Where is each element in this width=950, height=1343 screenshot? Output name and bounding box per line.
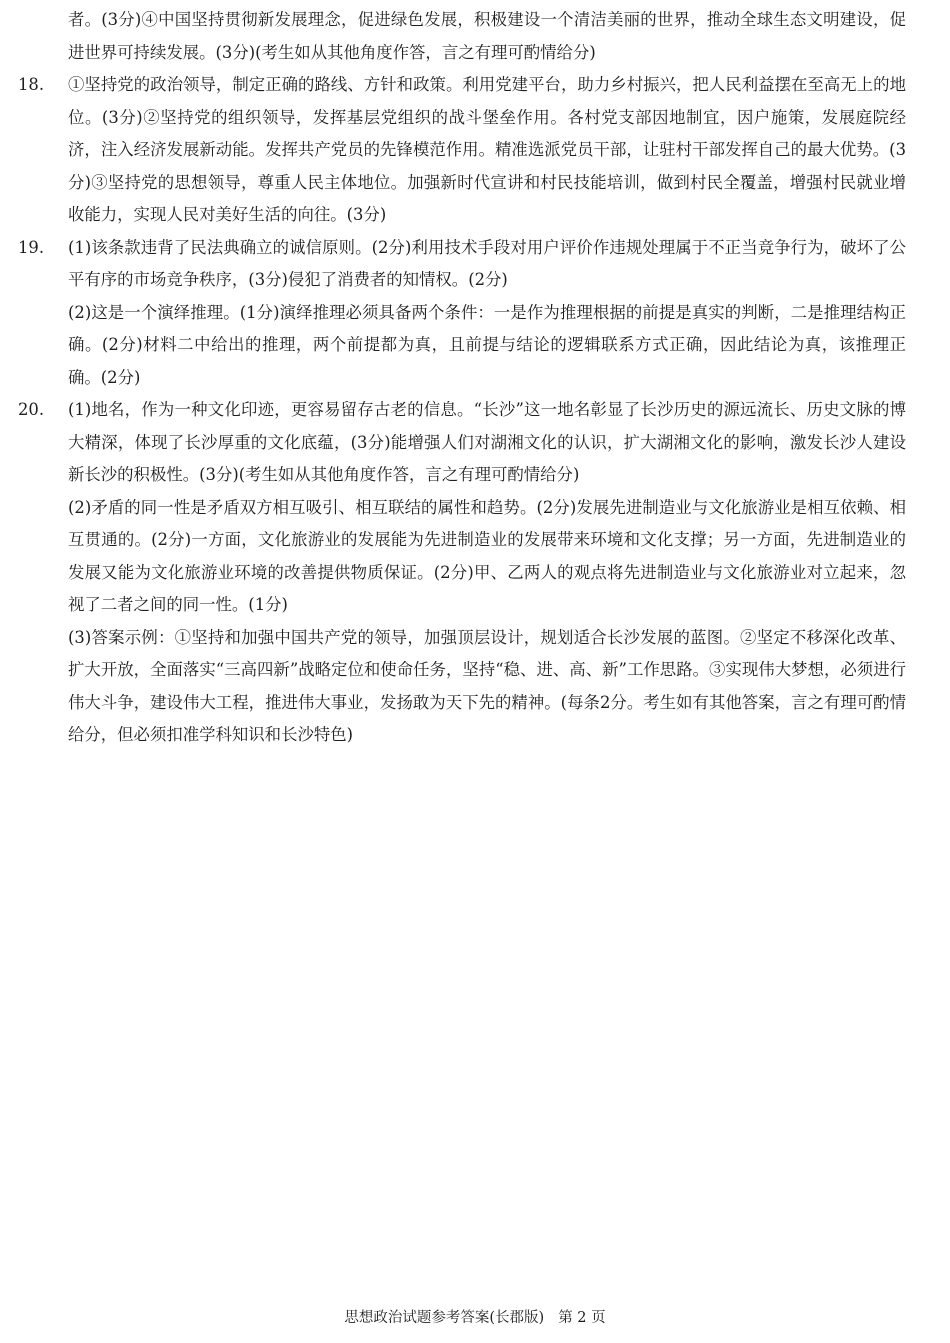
- q20-answer-part1: [18, 394, 906, 492]
- q19-answer-part2: (2)这是一个演绎推理。(1分)演绎推理必须具备两个条件：一是作为推理根据的前提是真实的判断，二是推理结构正确。(2分)材料二中给出的推理，两个前提都为真，且前提与结论的逻辑联系方式正确，因此结论为真，该推理正确。(2分): [68, 302, 906, 387]
- footer-title: 思想政治试题参考答案(长郡版): [344, 1310, 545, 1326]
- q18-text: ①坚持党的政治领导，制定正确的路线、方针和政策。利用党建平台，助力乡村振兴，把人民利益摆在至高无上的地位。(3分)②坚持党的组织领导，发挥基层党组织的战斗堡垒作用。各村党支部因地制宜，因户施策，发展庭院经济，注入经济发展新动能。发挥共产党员的先锋模范作用。精准选派党员干部，让驻村干部发挥自己的最大优势。(3分)③坚持党的思想领导，尊重人民主体地位。加强新时代宣讲和村民技能培训，做到村民全覆盖，增强村民就业增收能力，实现人民对美好生活的向往。(3分): [68, 75, 906, 224]
- q18-number: 18.: [18, 75, 45, 94]
- answer-content: [18, 4, 906, 752]
- q20-answer-part3: (3)答案示例：①坚持和加强中国共产党的领导，加强顶层设计，规划适合长沙发展的蓝图。②坚定不移深化改革、扩大开放，全面落实“三高四新”战略定位和使命任务，坚持“稳、进、高、新”工作思路。③实现伟大梦想，必须进行伟大斗争，建设伟大工程，推进伟大事业，发扬敢为天下先的精神。(每条2分。考生如有其他答案，言之有理可酌情给分，但必须扣准学科知识和长沙特色): [68, 627, 906, 744]
- q20-number: 20.: [18, 400, 45, 419]
- q20-answer-part2: (2)矛盾的同一性是矛盾双方相互吸引、相互联结的属性和趋势。(2分)发展先进制造业与文化旅游业是相互依赖、相互贯通的。(2分)一方面，文化旅游业的发展能为先进制造业的发展带来环境和文化支撑；另一方面，先进制造业的发展又能为文化旅游业环境的改善提供物质保证。(2分)甲、乙两人的观点将先进制造业与文化旅游业对立起来，忽视了二者之间的同一性。(1分): [68, 497, 906, 614]
- q19-part1-text: (1)该条款违背了民法典确立的诚信原则。(2分)利用技术手段对用户评价作违规处理属于不正当竞争行为，破坏了公平有序的市场竞争秩序，(3分)侵犯了消费者的知情权。(2分): [68, 237, 906, 289]
- q20-part1-text: (1)地名，作为一种文化印迹，更容易留存古老的信息。“长沙”这一地名彰显了长沙历史的源远流长、历史文脉的博大精深，体现了长沙厚重的文化底蕴，(3分)能增强人们对湖湘文化的认识，扩大湖湘文化的影响，激发长沙人建设新长沙的积极性。(3分)(考生如从其他角度作答，言之有理可酌情给分): [68, 400, 906, 484]
- q19-answer-part1: [18, 232, 906, 297]
- q17-continuation: 者。(3分)④中国坚持贯彻新发展理念，促进绿色发展，积极建设一个清洁美丽的世界，推动全球生态文明建设，促进世界可持续发展。(3分)(考生如从其他角度作答，言之有理可酌情给分): [68, 10, 906, 62]
- footer-page-number: 第 2 页: [558, 1310, 606, 1326]
- page-footer: [0, 1306, 950, 1330]
- q18-answer: [18, 69, 906, 232]
- q19-number: 19.: [18, 237, 45, 257]
